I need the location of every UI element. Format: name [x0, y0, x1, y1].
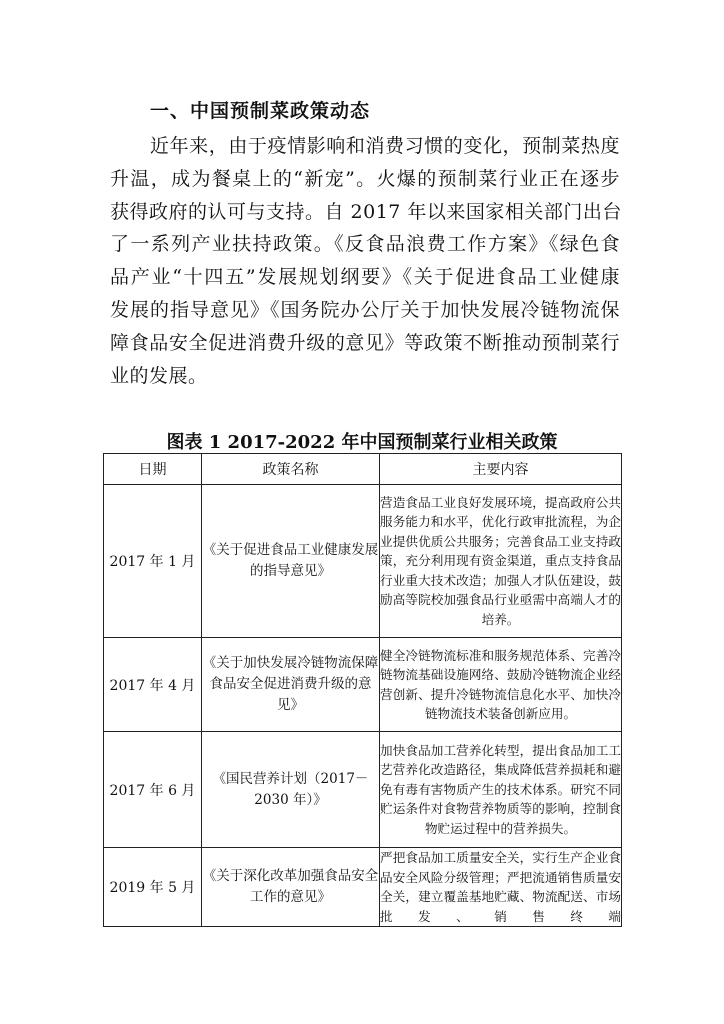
table-header-row: [104, 454, 622, 485]
intro-paragraph: [110, 130, 620, 392]
row-date: 2017 年 1 月: [104, 485, 202, 638]
row-content: 健全冷链物流标准和服务规范体系、完善冷链物流基础设施网络、鼓励冷链物流企业经营创新、提升冷链物流信息化水平、加快冷链物流技术装备创新应用。: [380, 638, 622, 732]
table-row: [104, 485, 622, 638]
paragraph-line: 品产业“十四五”发展规划纲要》《关于促进食品工业健康: [110, 266, 620, 289]
row-policy-name: 《关于促进食品工业健康发展的指导意见》: [202, 485, 380, 638]
row-policy-name: 《关于加快发展冷链物流保障食品安全促进消费升级的意见》: [202, 638, 380, 732]
header-main-content: 主要内容: [380, 454, 622, 485]
paragraph-line: 障食品安全促进消费升级的意见》等政策不断推动预制菜行: [110, 331, 620, 354]
row-date: 2017 年 4 月: [104, 638, 202, 732]
paragraph-line: 发展的指导意见》《国务院办公厅关于加快发展冷链物流保: [110, 298, 620, 321]
header-policy-name: 政策名称: [202, 454, 380, 485]
table-row: [104, 732, 622, 848]
paragraph-line: 业的发展。: [110, 364, 208, 387]
section-heading: 一、中国预制菜政策动态: [150, 100, 371, 122]
header-date: 日期: [104, 454, 202, 485]
row-date: 2019 年 5 月: [104, 848, 202, 927]
paragraph-line: 获得政府的认可与支持。自 2017 年以来国家相关部门出台: [110, 200, 622, 223]
row-date: 2017 年 6 月: [104, 732, 202, 848]
row-content: 加快食品加工营养化转型，提出食品加工工艺营养化改造路径，集成降低营养损耗和避免有毒有害物质产生的技术体系。研究不同贮运条件对食物营养物质等的影响，控制食物贮运过程中的营养损失。: [380, 732, 622, 848]
paragraph-line: 升温，成为餐桌上的“新宠”。火爆的预制菜行业正在逐步: [110, 167, 620, 190]
paragraph-line: 了一系列产业扶持政策。《反食品浪费工作方案》《绿色食: [110, 233, 620, 256]
paragraph-line: 近年来，由于疫情影响和消费习惯的变化，预制菜热度: [150, 135, 620, 157]
table-row: [104, 638, 622, 732]
row-policy-name: 《关于深化改革加强食品安全工作的意见》: [202, 848, 380, 927]
table-row: [104, 848, 622, 927]
policy-table: [103, 453, 622, 927]
row-content: 营造食品工业良好发展环境，提高政府公共服务能力和水平，优化行政审批流程，为企业提供优质公共服务；完善食品工业支持政策，充分利用现有资金渠道，重点支持食品行业重大技术改造；加强人才队伍建设，鼓励高等院校加强食品行业亟需中高端人才的培养。: [380, 485, 622, 638]
table-caption: 图表 1 2017-2022 年中国预制菜行业相关政策: [166, 432, 558, 453]
row-policy-name: 《国民营养计划（2017－2030 年）》: [202, 732, 380, 848]
row-content: 严把食品加工质量安全关，实行生产企业食品安全风险分级管理；严把流通销售质量安全关，建立覆盖基地贮藏、物流配送、市场批发、销售终端: [380, 848, 622, 927]
